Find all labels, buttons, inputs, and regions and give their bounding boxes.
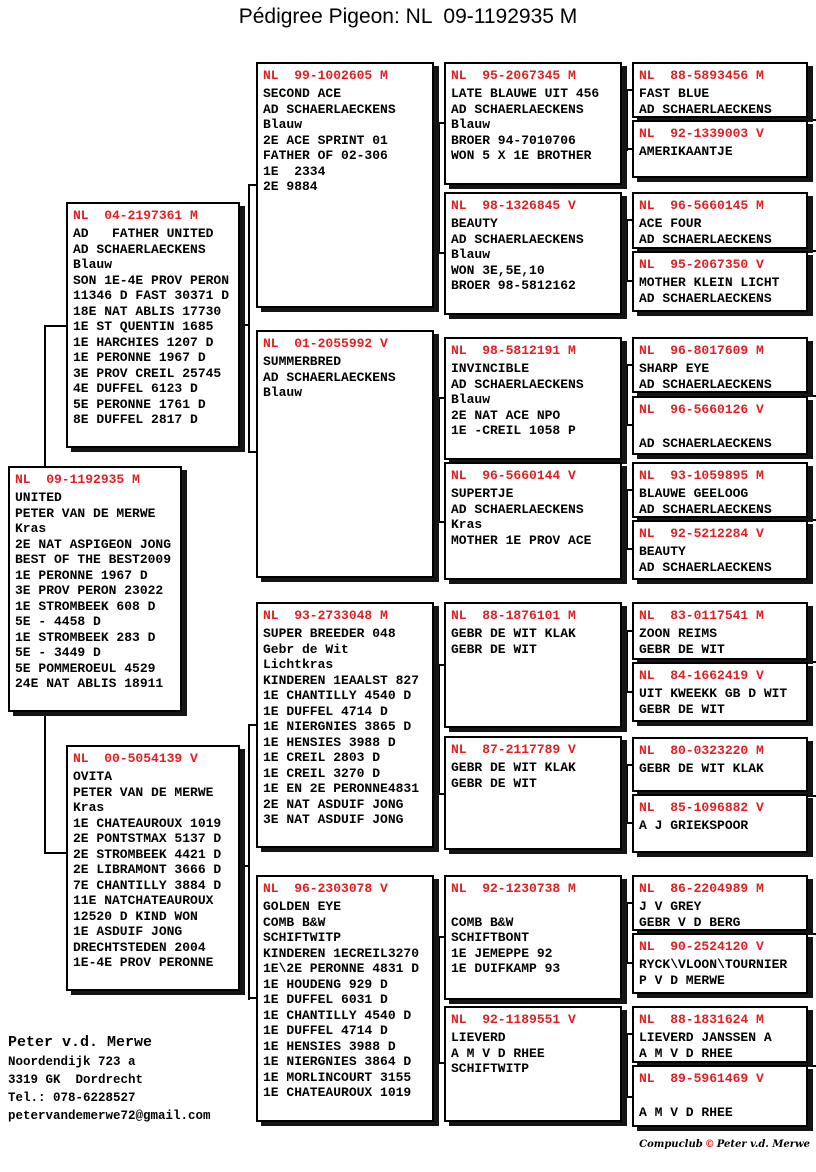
pedigree-line: COMB B&W — [451, 914, 514, 930]
pedigree-box-body — [15, 490, 176, 692]
pedigree-line: AD SCHAERLAECKENS — [263, 101, 396, 117]
connector-line — [248, 451, 256, 453]
pedigree-line — [639, 1089, 802, 1105]
pedigree-line: 2E PONTSTMAX 5137 D — [73, 831, 222, 846]
pedigree-line: LATE BLAUWE UIT 456 — [451, 86, 600, 101]
pedigree-box-ffmf — [632, 192, 808, 249]
pedigree-line: 1E HENSIES 3988 D — [263, 1038, 396, 1054]
pedigree-box-mm — [256, 875, 434, 1122]
connector-line — [626, 764, 628, 824]
pedigree-line: FAST BLUE — [639, 86, 710, 101]
pedigree-line: 1E NIERGNIES 3865 D — [263, 719, 412, 734]
ring-number: NL 84-1662419 V — [639, 668, 764, 683]
pedigree-line: INVINCIBLE — [451, 361, 530, 376]
pedigree-box-fffm — [632, 120, 808, 178]
ring-number: NL 00-5054139 V — [73, 751, 198, 766]
pedigree-line: 1E CHANTILLY 4540 D — [263, 688, 412, 703]
pedigree-line: GEBR DE WIT KLAK — [451, 626, 576, 641]
ring-number: NL 98-1326845 V — [451, 198, 576, 213]
pedigree-line: 1E MORLINCOURT 3155 — [263, 1069, 412, 1085]
pedigree-line: GEBR DE WIT — [639, 641, 725, 657]
pedigree-line: AD SCHAERLAECKENS — [639, 290, 772, 306]
pedigree-line: AD SCHAERLAECKENS — [451, 231, 584, 247]
pedigree-box-body — [451, 361, 616, 439]
pedigree-box-body — [639, 899, 802, 930]
pedigree-box-mmff — [632, 875, 808, 931]
pedigree-line: 2E NAT ASDUIF JONG — [263, 796, 404, 812]
ring-number: NL 93-1059895 M — [639, 468, 764, 483]
ring-number: NL 90-2524120 V — [639, 939, 764, 954]
pedigree-box-body — [73, 769, 234, 971]
pedigree-line: 1E EN 2E PERONNE4831 — [263, 781, 420, 796]
connector-line — [44, 325, 68, 327]
pedigree-line: Blauw — [451, 392, 491, 407]
ring-number: NL 88-1876101 M — [451, 608, 576, 623]
pedigree-line: AD SCHAERLAECKENS — [451, 501, 584, 517]
ring-number: NL 04-2197361 M — [73, 208, 198, 223]
pedigree-line: 1E CHATEAUROUX 1019 — [263, 1085, 412, 1100]
pedigree-line: 1E JEMEPPE 92 — [451, 945, 553, 961]
pedigree-box-body — [639, 686, 802, 717]
connector-line — [626, 489, 628, 550]
connector-line — [438, 122, 440, 254]
pedigree-box-mfm — [444, 736, 622, 850]
pedigree-line: Blauw — [73, 257, 113, 272]
pedigree-line: DRECHTSTEDEN 2004 — [73, 939, 206, 955]
owner-email: petervandemerwe72@gmail.com — [8, 1109, 211, 1123]
pedigree-line: AD SCHAERLAECKENS — [263, 369, 396, 385]
pedigree-line: 5E - 3449 D — [15, 645, 101, 660]
pedigree-line: A J GRIEKSPOOR — [639, 818, 749, 833]
pedigree-line: 3E PROV PERON 23022 — [15, 583, 164, 598]
pedigree-line: WON 5 X 1E BROTHER — [451, 148, 592, 163]
pedigree-line: GEBR DE WIT KLAK — [639, 761, 764, 776]
pedigree-box-mfmf — [632, 737, 808, 792]
pedigree-line: SCHIFTWITP — [263, 930, 342, 945]
ring-number: NL 83-0117541 M — [639, 608, 764, 623]
pedigree-box-fmmf — [632, 462, 808, 518]
pedigree-line: 1E\2E PERONNE 4831 D — [263, 961, 420, 976]
pedigree-line: Kras — [451, 517, 483, 532]
pedigree-line: 1E DUFFEL 4714 D — [263, 1023, 388, 1038]
connector-line — [626, 630, 628, 693]
pedigree-line: KINDEREN 1EAALST 827 — [263, 672, 420, 688]
pedigree-box-body — [639, 957, 802, 988]
pedigree-line: 2E ACE SPRINT 01 — [263, 132, 388, 148]
pedigree-line: BEAUTY — [451, 216, 498, 231]
pedigree-box-body — [263, 354, 428, 401]
owner-name: Peter v.d. Merwe — [8, 1034, 153, 1051]
pedigree-line: ZOON REIMS — [639, 626, 718, 641]
pedigree-line: 2E 9884 — [263, 179, 318, 194]
pedigree-line: 1E PERONNE 1967 D — [73, 350, 206, 365]
pedigree-line: 1E DUIFKAMP 93 — [451, 961, 561, 976]
pedigree-line: AD SCHAERLAECKENS — [639, 231, 772, 247]
pedigree-line — [639, 420, 802, 436]
pedigree-line: FATHER OF 02-306 — [263, 148, 388, 163]
pedigree-line: PETER VAN DE MERWE — [15, 505, 156, 521]
pedigree-box-mff — [444, 602, 622, 728]
pedigree-line: BROER 98-5812162 — [451, 278, 576, 293]
pedigree-box-mffm — [632, 662, 808, 722]
pedigree-line: SCHIFTBONT — [451, 930, 530, 945]
pedigree-box-mmm — [444, 1006, 622, 1122]
pedigree-box-mmmf — [632, 1006, 808, 1063]
pedigree-line: GEBR V D BERG — [639, 914, 741, 930]
pedigree-box-mmmm — [632, 1065, 808, 1127]
pedigree-box-body — [451, 760, 616, 791]
pedigree-line: SUPER BREEDER 048 — [263, 626, 396, 641]
pedigree-box-fmf — [444, 337, 622, 460]
pedigree-box-fff — [444, 62, 622, 185]
pedigree-line: 1E DUFFEL 6031 D — [263, 992, 388, 1007]
pedigree-line: AD SCHAERLAECKENS — [639, 376, 772, 392]
ring-number: NL 89-5961469 V — [639, 1071, 764, 1086]
pedigree-box-fmfm — [632, 396, 808, 455]
connector-line — [438, 936, 440, 1064]
connector-line — [438, 397, 440, 523]
pedigree-line: 2E LIBRAMONT 3666 D — [73, 862, 222, 877]
connector-line — [248, 184, 256, 186]
pedigree-line: Kras — [73, 800, 105, 815]
pedigree-line: WON 3E,5E,10 — [451, 262, 545, 278]
connector-line — [626, 364, 628, 426]
pedigree-line: A M V D RHEE — [639, 1104, 733, 1120]
pedigree-line: SCHIFTWITP — [451, 1061, 530, 1076]
pedigree-line: AMERIKAANTJE — [639, 144, 733, 159]
pedigree-line: 4E DUFFEL 6123 D — [73, 381, 198, 396]
pedigree-line: Blauw — [263, 117, 303, 132]
pedigree-line: LIEVERD JANSSEN A — [639, 1030, 772, 1045]
pedigree-box-body — [639, 361, 802, 392]
pedigree-line: 1E NIERGNIES 3864 D — [263, 1054, 412, 1069]
pedigree-line: 2E STROMBEEK 4421 D — [73, 846, 222, 862]
pedigree-line: 1E CHANTILLY 4540 D — [263, 1007, 412, 1023]
pedigree-line: MOTHER KLEIN LICHT — [639, 275, 780, 290]
pedigree-box-fm — [256, 330, 434, 578]
pedigree-line: COMB B&W — [263, 914, 326, 930]
ring-number: NL 09-1192935 M — [15, 472, 140, 487]
pedigree-line: 1E DUFFEL 4714 D — [263, 703, 388, 719]
pedigree-box-mf — [256, 602, 434, 848]
pedigree-line: AD SCHAERLAECKENS — [639, 435, 772, 451]
pedigree-line: AD FATHER UNITED — [73, 226, 214, 241]
ring-number: NL 92-5212284 V — [639, 526, 764, 541]
ring-number: NL 80-0323220 M — [639, 743, 764, 758]
pedigree-line: 1E ST QUENTIN 1685 — [73, 319, 214, 334]
pedigree-line: 2E NAT ACE NPO — [451, 407, 561, 423]
pedigree-line: 1E-4E PROV PERONNE — [73, 955, 214, 970]
pedigree-line: A M V D RHEE — [639, 1045, 733, 1061]
pedigree-box-father — [66, 202, 240, 448]
credit-line — [639, 1139, 810, 1150]
connector-line — [626, 1033, 628, 1098]
pedigree-line: A M V D RHEE — [451, 1045, 545, 1061]
pedigree-box-body — [263, 899, 428, 1101]
ring-number: NL 96-5660145 M — [639, 198, 764, 213]
pedigree-box-body — [451, 899, 616, 977]
ring-number: NL 86-2204989 M — [639, 881, 764, 896]
pedigree-line: 5E POMMEROEUL 4529 — [15, 660, 156, 676]
ring-number: NL 96-8017609 M — [639, 343, 764, 358]
connector-line — [626, 902, 628, 964]
copyright-symbol: © — [704, 1139, 715, 1150]
ring-number: NL 96-2303078 V — [263, 881, 388, 896]
pedigree-line: Blauw — [451, 117, 491, 132]
pedigree-line: SHARP EYE — [639, 361, 710, 376]
pedigree-line: 5E PERONNE 1761 D — [73, 396, 206, 412]
pedigree-line: 1E STROMBEEK 608 D — [15, 598, 156, 614]
pedigree-box-mmf — [444, 875, 622, 1000]
ring-number: NL 92-1339003 V — [639, 126, 764, 141]
page-title: Pédigree Pigeon: NL 09-1192935 M — [238, 5, 578, 28]
pedigree-line: BLAUWE GEELOOG — [639, 486, 749, 501]
pedigree-box-body — [263, 86, 428, 195]
pedigree-line: SON 1E-4E PROV PERON — [73, 272, 230, 288]
pedigree-box-body — [639, 1089, 802, 1120]
pedigree-box-ff — [256, 62, 434, 308]
pedigree-line: SUMMERBRED — [263, 354, 342, 369]
pedigree-line: MOTHER 1E PROV ACE — [451, 532, 592, 548]
pedigree-box-body — [639, 626, 802, 657]
pedigree-line: AD SCHAERLAECKENS — [451, 376, 584, 392]
pedigree-line: 1E CHATEAUROUX 1019 — [73, 815, 222, 831]
pedigree-box-fmmm — [632, 520, 808, 580]
connector-line — [248, 724, 250, 1000]
pedigree-line: AD SCHAERLAECKENS — [639, 101, 772, 117]
pedigree-line: GOLDEN EYE — [263, 899, 342, 914]
pedigree-line: KINDEREN 1ECREIL3270 — [263, 945, 420, 961]
ring-number: NL 88-5893456 M — [639, 68, 764, 83]
credit-owner: Peter v.d. Merwe — [716, 1139, 810, 1150]
ring-number: NL 98-5812191 M — [451, 343, 576, 358]
pedigree-line: UNITED — [15, 490, 62, 505]
pedigree-box-body — [639, 818, 802, 834]
pedigree-box-mother — [66, 745, 240, 991]
credit-app: Compuclub — [639, 1139, 703, 1150]
pedigree-line: 1E HOUDENG 929 D — [263, 976, 388, 992]
pedigree-box-body — [639, 544, 802, 575]
pedigree-line: 12520 D KIND WON — [73, 908, 198, 924]
pedigree-line: UIT KWEEKK GB D WIT — [639, 686, 788, 701]
breeder-info — [8, 1033, 211, 1125]
connector-line — [44, 852, 68, 854]
pedigree-line: Gebr de Wit — [263, 641, 349, 657]
pedigree-line: 3E NAT ASDUIF JONG — [263, 812, 404, 827]
pedigree-line: 1E CREIL 3270 D — [263, 765, 381, 781]
pedigree-line: 1E STROMBEEK 283 D — [15, 629, 156, 645]
pedigree-line — [451, 899, 616, 915]
connector-line — [626, 89, 628, 151]
pedigree-box-ffff — [632, 62, 808, 118]
pedigree-box-body — [639, 761, 802, 777]
ring-number: NL 99-1002605 M — [263, 68, 388, 83]
ring-number: NL 88-1831624 M — [639, 1012, 764, 1027]
pedigree-box-body — [451, 1030, 616, 1077]
ring-number: NL 85-1096882 V — [639, 800, 764, 815]
owner-address-city: 3319 GK Dordrecht — [8, 1073, 144, 1087]
pedigree-line: 18E NAT ABLIS 17730 — [73, 303, 222, 319]
pedigree-line: SUPERTJE — [451, 486, 514, 501]
connector-line — [248, 997, 256, 999]
pedigree-line: GEBR DE WIT — [451, 641, 537, 657]
pedigree-box-fmff — [632, 337, 808, 393]
owner-address-street: Noordendijk 723 a — [8, 1055, 136, 1069]
pedigree-box-body — [639, 420, 802, 451]
connector-line — [248, 724, 256, 726]
pedigree-line: AD SCHAERLAECKENS — [639, 559, 772, 575]
pedigree-line: 8E DUFFEL 2817 D — [73, 412, 198, 427]
ring-number: NL 95-2067350 V — [639, 257, 764, 272]
pedigree-box-mfmm — [632, 794, 808, 853]
ring-number: NL 92-1189551 V — [451, 1012, 576, 1027]
pedigree-line: 1E CREIL 2803 D — [263, 750, 381, 765]
pedigree-line: 1E HARCHIES 1207 D — [73, 334, 214, 350]
pedigree-box-mmfm — [632, 933, 808, 994]
pedigree-line: GEBR DE WIT KLAK — [451, 760, 576, 775]
pedigree-line: 11E NATCHATEAUROUX — [73, 893, 214, 908]
pedigree-line: BROER 94-7010706 — [451, 132, 576, 148]
pedigree-line: P V D MERWE — [639, 972, 725, 988]
pedigree-box-body — [451, 626, 616, 657]
pedigree-line: BEAUTY — [639, 544, 686, 559]
pedigree-line: Lichtkras — [263, 657, 334, 672]
pedigree-line: 24E NAT ABLIS 18911 — [15, 676, 164, 691]
pedigree-line: 1E PERONNE 1967 D — [15, 567, 148, 583]
pedigree-box-body — [639, 86, 802, 117]
ring-number: NL 96-5660126 V — [639, 402, 764, 417]
pedigree-line: 7E CHANTILLY 3884 D — [73, 877, 222, 893]
pedigree-line: J V GREY — [639, 899, 702, 914]
pedigree-box-body — [639, 486, 802, 517]
owner-phone: Tel.: 078-6228527 — [8, 1091, 136, 1105]
pedigree-line: 1E 2334 — [263, 163, 326, 179]
pedigree-line: 2E NAT ASPIGEON JONG — [15, 536, 172, 552]
pedigree-box-body — [639, 216, 802, 247]
pedigree-line: OVITA — [73, 769, 113, 784]
pedigree-line: Blauw — [263, 385, 303, 400]
pedigree-box-body — [639, 144, 802, 160]
pedigree-box-ffmm — [632, 251, 808, 312]
ring-number: NL 95-2067345 M — [451, 68, 576, 83]
connector-line — [248, 184, 250, 453]
pedigree-line: AD SCHAERLAECKENS — [451, 101, 584, 117]
pedigree-box-ffm — [444, 192, 622, 315]
pedigree-box-subject — [8, 466, 182, 712]
ring-number: NL 93-2733048 M — [263, 608, 388, 623]
pedigree-line: Blauw — [451, 247, 491, 262]
pedigree-box-body — [639, 275, 802, 306]
ring-number: NL 01-2055992 V — [263, 336, 388, 351]
pedigree-box-body — [451, 86, 616, 164]
connector-line — [438, 664, 440, 795]
connector-line — [626, 219, 628, 282]
pedigree-line: 3E PROV CREIL 25745 — [73, 365, 222, 381]
pedigree-line: GEBR DE WIT — [639, 701, 725, 717]
pedigree-line: 5E - 4458 D — [15, 614, 101, 629]
pedigree-line: ACE FOUR — [639, 216, 702, 231]
pedigree-box-body — [263, 626, 428, 828]
pedigree-box-body — [73, 226, 234, 428]
ring-number: NL 92-1230738 M — [451, 881, 576, 896]
pedigree-line: 1E HENSIES 3988 D — [263, 734, 396, 750]
pedigree-line: RYCK\VLOON\TOURNIER — [639, 957, 788, 972]
ring-number: NL 87-2117789 V — [451, 742, 576, 757]
pedigree-box-body — [451, 486, 616, 548]
pedigree-line: BEST OF THE BEST2009 — [15, 552, 172, 567]
pedigree-line: 1E ASDUIF JONG — [73, 924, 183, 939]
pedigree-box-body — [451, 216, 616, 294]
pedigree-line: SECOND ACE — [263, 86, 342, 101]
pedigree-line: 11346 D FAST 30371 D — [73, 288, 230, 303]
pedigree-line: AD SCHAERLAECKENS — [639, 501, 772, 517]
pedigree-line: GEBR DE WIT — [451, 775, 537, 791]
pedigree-line: 1E -CREIL 1058 P — [451, 423, 576, 438]
pedigree-box-mfff — [632, 602, 808, 660]
pedigree-line: Kras — [15, 521, 47, 536]
pedigree-line: LIEVERD — [451, 1030, 506, 1045]
pedigree-line: AD SCHAERLAECKENS — [73, 241, 206, 257]
pedigree-box-body — [639, 1030, 802, 1061]
pedigree-box-fmm — [444, 462, 622, 580]
pedigree-line: PETER VAN DE MERWE — [73, 784, 214, 800]
ring-number: NL 96-5660144 V — [451, 468, 576, 483]
